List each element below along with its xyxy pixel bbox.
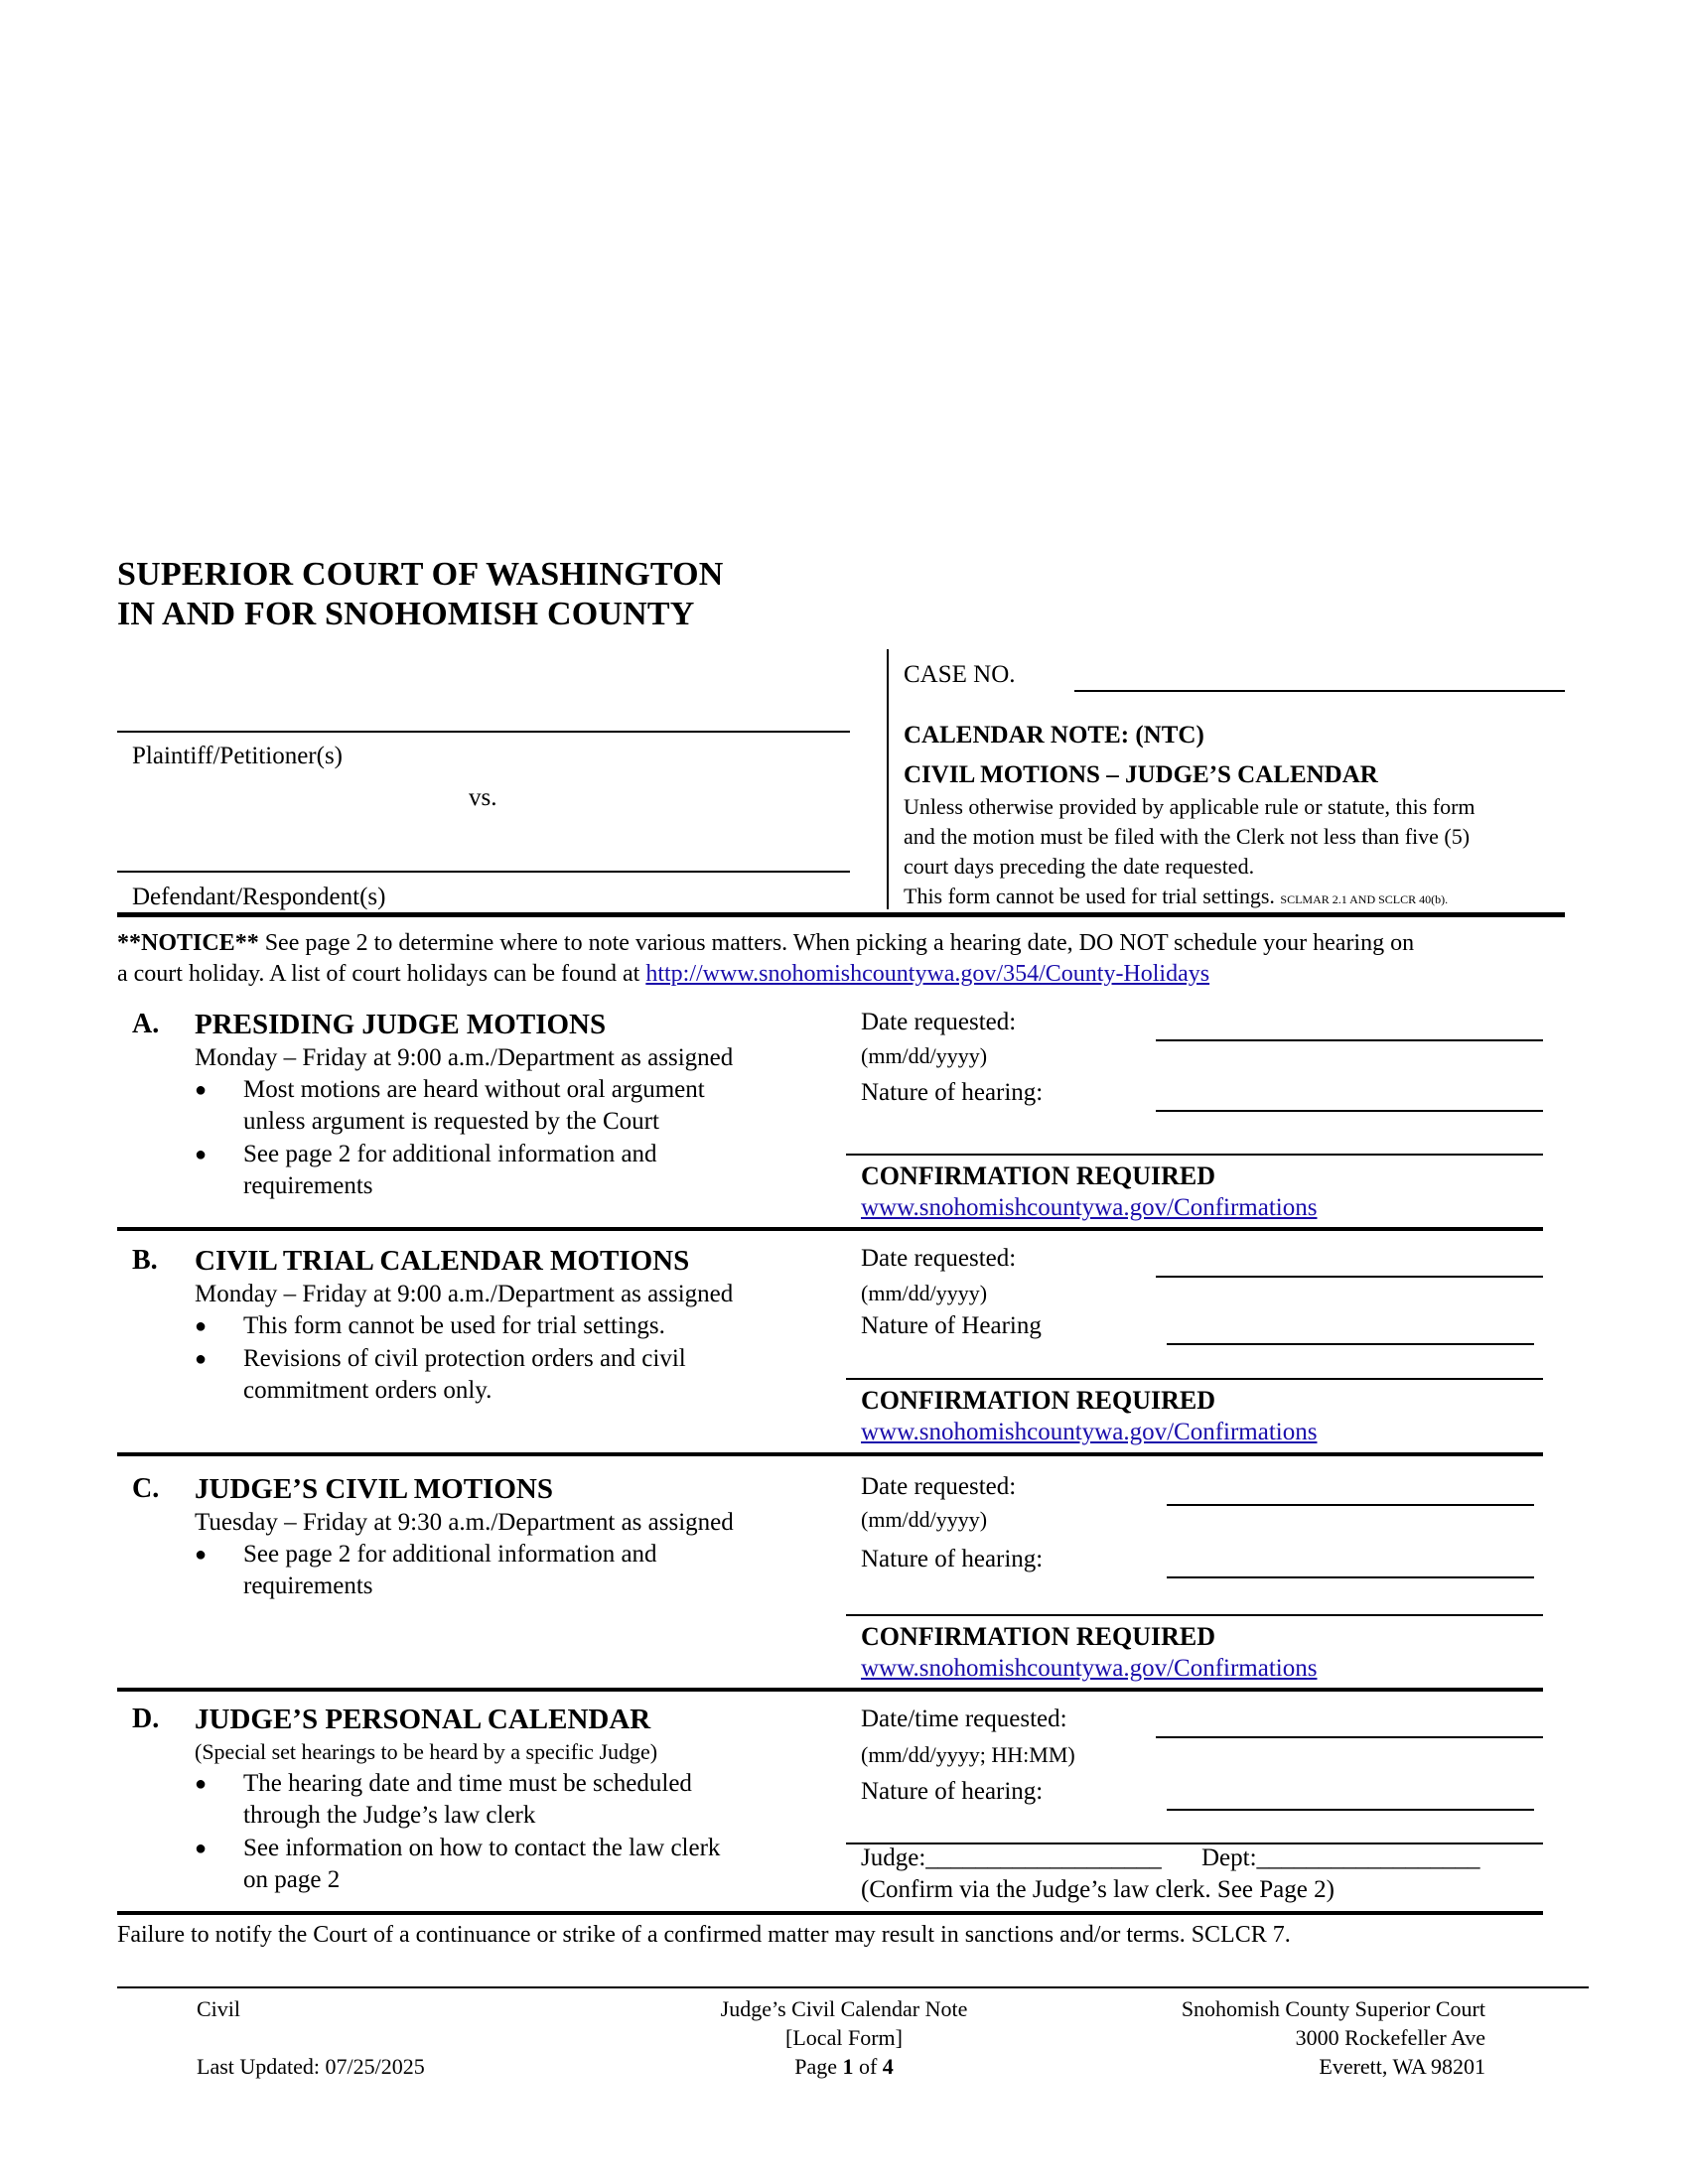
section-d-dept-field[interactable]: Dept:__________________ (1201, 1844, 1480, 1871)
defendant-signature-line (117, 871, 850, 873)
footer-court-name: Snohomish County Superior Court (1181, 1996, 1485, 2021)
section-b-letter: B. (132, 1245, 158, 1276)
section-c-date-field[interactable] (1167, 1504, 1534, 1506)
case-no-field[interactable] (1074, 690, 1565, 692)
section-c-confirm-rule (846, 1614, 1543, 1616)
caption-bottom-rule (117, 912, 1565, 917)
section-b-confirm-rule (846, 1378, 1543, 1380)
notice-line1: **NOTICE** See page 2 to determine where to note various matters. When picking a hearing date, DO NOT schedule your hearing on (117, 930, 1415, 956)
section-b-date-format: (mm/dd/yyyy) (861, 1281, 988, 1305)
footer-category: Civil (197, 1996, 241, 2021)
bullet-icon: ● (195, 1544, 208, 1566)
notice-line2: a court holiday. A list of court holidays can be found at http://www.snohomishcountywa.gov/354/County-Holidays (117, 961, 1210, 987)
footer-last-updated: Last Updated: 07/25/2025 (197, 2054, 425, 2079)
section-a-date-format: (mm/dd/yyyy) (861, 1043, 988, 1068)
section-c-date-label: Date requested: (861, 1473, 1017, 1500)
section-d-judge-field[interactable]: Judge:___________________ (861, 1844, 1162, 1871)
court-holidays-link[interactable]: http://www.snohomishcountywa.gov/354/County-Holidays (645, 961, 1210, 987)
section-b-bottom-rule (117, 1452, 1543, 1456)
caption-divider (887, 649, 889, 909)
footer-page-number: Page 1 of 4 (794, 2054, 894, 2079)
vs-label: vs. (469, 784, 497, 811)
section-c-bullet1-line1: See page 2 for additional information and (243, 1541, 657, 1568)
case-desc-line4: This form cannot be used for trial settings. SCLMAR 2.1 AND SCLCR 40(b). (904, 884, 1449, 908)
section-a-title: PRESIDING JUDGE MOTIONS (195, 1009, 607, 1040)
section-c-confirm-link[interactable]: www.snohomishcountywa.gov/Confirmations (861, 1655, 1318, 1682)
footer-court-street: 3000 Rockefeller Ave (1295, 2025, 1485, 2050)
failure-notice: Failure to notify the Court of a continuance or strike of a confirmed matter may result in sanctions and/or terms. SCLCR 7. (117, 1922, 1291, 1948)
footer-court-city: Everett, WA 98201 (1319, 2054, 1485, 2079)
section-d-nature-label: Nature of hearing: (861, 1778, 1044, 1805)
rule-citation: SCLMAR 2.1 AND SCLCR 40(b). (1280, 892, 1449, 906)
section-c-letter: C. (132, 1473, 160, 1504)
section-d-date-format: (mm/dd/yyyy; HH:MM) (861, 1742, 1075, 1767)
bullet-icon: ● (195, 1773, 208, 1795)
section-b-nature-field[interactable] (1167, 1343, 1534, 1345)
section-b-date-label: Date requested: (861, 1245, 1017, 1272)
bullet-icon: ● (195, 1079, 208, 1101)
section-b-nature-label: Nature of Hearing (861, 1312, 1042, 1339)
section-d-date-field[interactable] (1156, 1736, 1543, 1738)
section-d-subtitle: (Special set hearings to be heard by a specific Judge) (195, 1739, 658, 1764)
section-a-confirm-link[interactable]: www.snohomishcountywa.gov/Confirmations (861, 1194, 1318, 1221)
section-d-date-label: Date/time requested: (861, 1706, 1067, 1732)
section-d-nature-field[interactable] (1167, 1809, 1534, 1811)
plaintiff-signature-line (117, 731, 850, 733)
calendar-note-title: CALENDAR NOTE: (NTC) (904, 722, 1204, 749)
section-d-bullet2-line1: See information on how to contact the law clerk (243, 1835, 721, 1861)
section-a-bullet2-line1: See page 2 for additional information and (243, 1141, 657, 1167)
section-a-bullet1-line1: Most motions are heard without oral argument (243, 1076, 705, 1103)
section-b-confirm-title: CONFIRMATION REQUIRED (861, 1386, 1216, 1415)
section-a-confirm-title: CONFIRMATION REQUIRED (861, 1161, 1216, 1190)
section-a-letter: A. (132, 1009, 160, 1039)
section-d-bullet1-line1: The hearing date and time must be scheduled (243, 1770, 692, 1797)
section-d-letter: D. (132, 1704, 160, 1734)
case-desc-line3: court days preceding the date requested. (904, 854, 1255, 879)
bullet-icon: ● (195, 1838, 208, 1859)
section-c-bottom-rule (117, 1688, 1543, 1692)
section-c-nature-label: Nature of hearing: (861, 1546, 1044, 1572)
section-d-bullet2-line2: on page 2 (243, 1866, 341, 1893)
bullet-icon: ● (195, 1144, 208, 1165)
section-c-confirm-title: CONFIRMATION REQUIRED (861, 1622, 1216, 1651)
section-b-confirm-link[interactable]: www.snohomishcountywa.gov/Confirmations (861, 1419, 1318, 1445)
case-desc-line1: Unless otherwise provided by applicable rule or statute, this form (904, 794, 1476, 819)
footer-local-form: [Local Form] (785, 2025, 903, 2050)
section-a-date-label: Date requested: (861, 1009, 1017, 1035)
section-a-nature-field[interactable] (1156, 1110, 1543, 1112)
notice-lead: **NOTICE** (117, 930, 259, 956)
section-a-schedule: Monday – Friday at 9:00 a.m./Department as assigned (195, 1044, 734, 1071)
section-d-bottom-rule (117, 1911, 1543, 1915)
case-no-label: CASE NO. (904, 661, 1016, 688)
calendar-title: CIVIL MOTIONS – JUDGE’S CALENDAR (904, 761, 1378, 788)
section-b-bullet2-line1: Revisions of civil protection orders and civil (243, 1345, 686, 1372)
section-c-date-format: (mm/dd/yyyy) (861, 1507, 988, 1532)
section-a-bullet2-line2: requirements (243, 1172, 373, 1199)
section-b-date-field[interactable] (1156, 1276, 1543, 1278)
section-d-bullet1-line2: through the Judge’s law clerk (243, 1802, 536, 1829)
section-b-schedule: Monday – Friday at 9:00 a.m./Department as assigned (195, 1281, 734, 1307)
section-a-bottom-rule (117, 1227, 1543, 1231)
section-b-bullet2-line2: commitment orders only. (243, 1377, 492, 1404)
court-name-line2: IN AND FOR SNOHOMISH COUNTY (117, 596, 695, 632)
bullet-icon: ● (195, 1315, 208, 1337)
section-b-title: CIVIL TRIAL CALENDAR MOTIONS (195, 1245, 690, 1277)
section-c-bullet1-line2: requirements (243, 1572, 373, 1599)
case-desc-line2: and the motion must be filed with the Clerk not less than five (5) (904, 824, 1471, 849)
section-a-date-field[interactable] (1156, 1039, 1543, 1041)
court-name-line1: SUPERIOR COURT OF WASHINGTON (117, 556, 724, 593)
footer-rule (117, 1986, 1589, 1988)
defendant-label: Defendant/Respondent(s) (132, 884, 386, 910)
section-a-confirm-rule (846, 1154, 1543, 1156)
section-b-bullet1-line1: This form cannot be used for trial settings. (243, 1312, 665, 1339)
section-a-bullet1-line2: unless argument is requested by the Court (243, 1108, 659, 1135)
section-c-title: JUDGE’S CIVIL MOTIONS (195, 1473, 553, 1505)
footer-form-title: Judge’s Civil Calendar Note (720, 1996, 968, 2021)
section-a-nature-label: Nature of hearing: (861, 1079, 1044, 1106)
section-d-confirm-note: (Confirm via the Judge’s law clerk. See Page 2) (861, 1876, 1335, 1903)
section-c-schedule: Tuesday – Friday at 9:30 a.m./Department as assigned (195, 1509, 734, 1536)
plaintiff-label: Plaintiff/Petitioner(s) (132, 743, 344, 769)
bullet-icon: ● (195, 1348, 208, 1370)
section-c-nature-field[interactable] (1167, 1576, 1534, 1578)
section-d-title: JUDGE’S PERSONAL CALENDAR (195, 1704, 651, 1735)
